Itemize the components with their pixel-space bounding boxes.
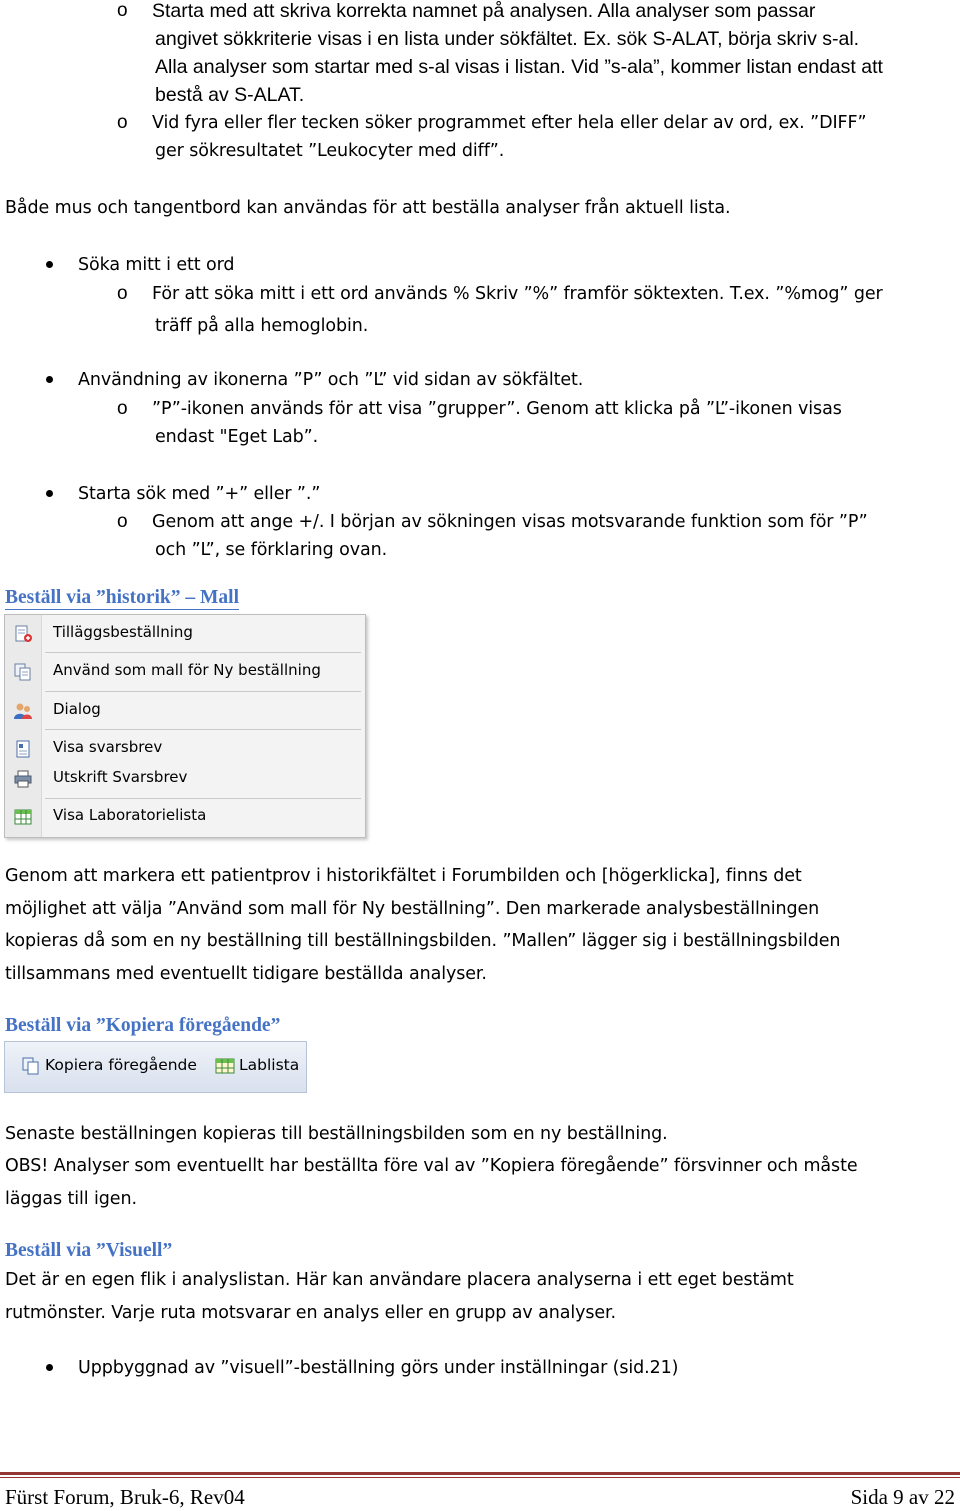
menu-item-label: Utskrift Svarsbrev (53, 768, 188, 786)
kopiera-paragraph-line-3: läggas till igen. (5, 1189, 137, 1209)
menu-separator (45, 652, 361, 653)
section-heading-historik (5, 585, 239, 611)
bullet-1-sub-2: träff på alla hemoglobin. (155, 316, 369, 336)
tip2-line-1: Vid fyra eller fler tecken söker programmet efter hela eller delar av ord, ex. ”DIFF” (152, 113, 867, 133)
menu-item-label: Dialog (53, 700, 101, 718)
visuell-paragraph-line-1: Det är en egen flik i analyslistan. Här kan användare placera analyserna i ett eget bestämt (5, 1270, 794, 1290)
menu-item-tillaggsbestallning[interactable] (5, 619, 365, 649)
visuell-bullet: Uppbyggnad av ”visuell”-beställning görs under inställningar (sid.21) (78, 1358, 679, 1378)
menu-item-label: Visa Laboratorielista (53, 806, 207, 824)
sub-bullet-marker: o (117, 112, 128, 133)
footer-left: Fürst Forum, Bruk-6, Rev04 (5, 1485, 245, 1509)
menu-item-label: Tilläggsbeställning (53, 623, 193, 641)
sub-bullet-marker: o (117, 0, 128, 21)
sub-bullet-marker: o (117, 398, 128, 419)
bullet-dot (46, 376, 53, 383)
visuell-paragraph-line-2: rutmönster. Varje ruta motsvarar en analys eller en grupp av analyser. (5, 1303, 617, 1323)
letter-icon (13, 740, 33, 758)
bullet-1-sub-1: För att söka mitt i ett ord används % Skriv ”%” framför söktexten. T.ex. ”%mog” ger (152, 284, 883, 304)
historik-paragraph-line-3: kopieras då som en ny beställning till beställningsbilden. ”Mallen” lägger sig i beställningsbilden (5, 931, 841, 951)
bullet-2-sub-1: ”P”-ikonen används för att visa ”grupper”. Genom att klicka på ”L”-ikonen visas (152, 399, 842, 419)
footer-page-number: Sida 9 av 22 (850, 1485, 955, 1509)
people-icon (13, 702, 33, 720)
tip1-line-3: Alla analyser som startar med s-al visas i listan. Vid ”s-ala”, kommer listan endast att (155, 56, 883, 78)
tip1-line-2: angivet sökkriterie visas i en lista under sökfältet. Ex. sök S-ALAT, börja skriv s-al. (155, 28, 860, 50)
section-heading-visuell: Beställ via ”Visuell” (5, 1240, 173, 1261)
menu-item-dialog[interactable] (5, 696, 365, 726)
kopiera-foregaende-button[interactable] (19, 1054, 199, 1080)
menu-separator (45, 729, 361, 730)
sub-bullet-marker: o (117, 511, 128, 532)
toolbar (4, 1041, 307, 1093)
tip1-line-1: Starta med att skriva korrekta namnet på analysen. Alla analyser som passar (152, 0, 816, 22)
bullet-2-sub-2: endast "Eget Lab”. (155, 427, 319, 447)
bullet-2-title: Användning av ikonerna ”P” och ”L” vid sidan av sökfältet. (78, 370, 584, 390)
table-icon (215, 1057, 235, 1075)
tip2-line-2: ger sökresultatet ”Leukocyter med diff”. (155, 141, 505, 161)
menu-item-anvand-som-mall[interactable] (5, 657, 365, 687)
menu-item-label: Använd som mall för Ny beställning (53, 661, 321, 679)
copy-template-icon (13, 663, 33, 681)
menu-item-utskrift-svarsbrev[interactable] (5, 764, 365, 794)
menu-item-visa-svarsbrev[interactable] (5, 734, 365, 764)
bullet-dot (46, 261, 53, 268)
menu-item-label: Visa svarsbrev (53, 738, 163, 756)
lablista-button[interactable] (213, 1054, 303, 1080)
document-add-icon (13, 625, 33, 643)
bullet-dot (46, 490, 53, 497)
kopiera-paragraph-line-1: Senaste beställningen kopieras till beställningsbilden som en ny beställning. (5, 1124, 668, 1144)
historik-paragraph-line-4: tillsammans med eventuellt tidigare beställda analyser. (5, 964, 487, 984)
toolbar-button-label: Lablista (239, 1056, 300, 1074)
menu-separator (45, 798, 361, 799)
footer-rule (0, 1472, 960, 1475)
bullet-1-title: Söka mitt i ett ord (78, 255, 235, 275)
section-heading-historik-text: Beställ via ”historik” – Mall (5, 587, 239, 608)
toolbar-button-label: Kopiera föregående (45, 1056, 197, 1074)
context-menu (4, 614, 366, 838)
kopiera-paragraph-line-2: OBS! Analyser som eventuellt har beställta före val av ”Kopiera föregående” försvinner och måste (5, 1156, 858, 1176)
historik-paragraph-line-1: Genom att markera ett patientprov i historikfältet i Forumbilden och [högerklicka], finns det (5, 866, 802, 886)
grid-list-icon (13, 808, 33, 826)
bullet-3-sub-2: och ”L”, se förklaring ovan. (155, 540, 388, 560)
menu-item-visa-laboratorielista[interactable] (5, 802, 365, 832)
bullet-3-sub-1: Genom att ange +/. I början av sökningen visas motsvarande funktion som för ”P” (152, 512, 868, 532)
copy-icon (21, 1057, 41, 1075)
bullet-3-title: Starta sök med ”+” eller ”.” (78, 484, 321, 504)
paragraph-mus: Både mus och tangentbord kan användas för att beställa analyser från aktuell lista. (5, 198, 731, 218)
historik-paragraph-line-2: möjlighet att välja ”Använd som mall för Ny beställning”. Den markerade analysbeställningen (5, 899, 820, 919)
sub-bullet-marker: o (117, 283, 128, 304)
menu-separator (45, 691, 361, 692)
printer-icon (13, 770, 33, 788)
tip1-line-4: bestå av S-ALAT. (155, 84, 305, 106)
footer-rule-thin (0, 1477, 960, 1478)
section-heading-kopiera: Beställ via ”Kopiera föregående” (5, 1015, 281, 1036)
bullet-dot (46, 1364, 53, 1371)
